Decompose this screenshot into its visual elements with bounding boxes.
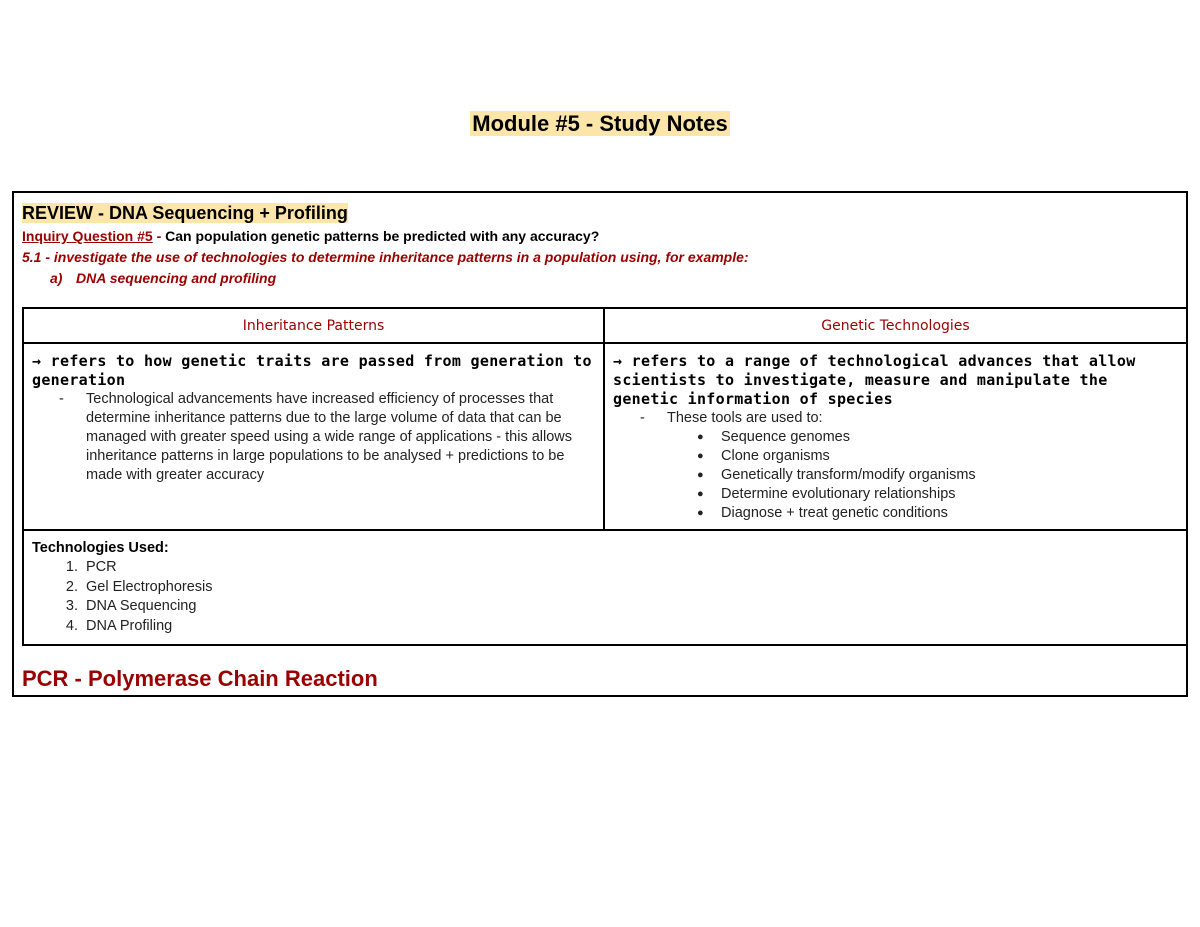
technology-name: Gel Electrophoresis [86, 578, 213, 595]
table-header-row [23, 308, 1187, 343]
inheritance-patterns-cell [23, 343, 604, 530]
bullet-icon: ● [697, 431, 704, 443]
dash-marker: - [59, 391, 64, 407]
syllabus-sub-point [50, 269, 276, 287]
list-item [613, 428, 1178, 447]
notes-table [22, 307, 1188, 646]
header-genetic-technologies: Genetic Technologies [604, 308, 1187, 343]
page-title-text: Module #5 - Study Notes [472, 111, 728, 136]
list-item [32, 617, 1178, 637]
technologies-definition: → refers to a range of technological advances that allow scientists to investigate, measure and manipulate the genetic information of species [613, 352, 1136, 408]
list-number: 1. [65, 559, 78, 575]
list-number: 3. [65, 598, 78, 614]
pcr-heading: PCR - Polymerase Chain Reaction [22, 666, 378, 691]
inheritance-point: Technological advancements have increased efficiency of processes that determine inheritance patterns due to the large volume of data that can be managed with greater speed using a wide range of applications - this allows inheritance patterns in large populations to be analysed + predictions to be made with greater accuracy [86, 391, 573, 483]
list-item [613, 409, 1178, 428]
bullet-icon: ● [697, 507, 704, 519]
list-number: 4. [65, 617, 78, 634]
inquiry-question-text: Can population genetic patterns be predicted with any accuracy? [165, 228, 600, 244]
inquiry-separator: - [152, 228, 166, 244]
bullet-icon: ● [697, 469, 704, 481]
genetic-technologies-cell [604, 343, 1187, 530]
syllabus-sub-letter: a) [50, 270, 63, 286]
technologies-used-cell [23, 530, 1187, 645]
technology-name: PCR [86, 559, 117, 575]
technology-name: DNA Profiling [86, 617, 173, 634]
bullet-icon: ● [697, 450, 704, 462]
syllabus-point: 5.1 - investigate the use of technologies to determine inheritance patterns in a population using, for example: [22, 249, 749, 265]
list-number: 2. [65, 578, 78, 595]
list-item [32, 558, 1178, 578]
table-body-row [23, 343, 1187, 530]
list-item [32, 578, 1178, 598]
inquiry-question-link[interactable]: Inquiry Question #5 [22, 228, 153, 244]
bullet-text: Determine evolutionary relationships [721, 486, 956, 502]
page-title [0, 110, 1200, 138]
inheritance-definition: → refers to how genetic traits are passed from generation to generation [32, 352, 592, 389]
technologies-row [23, 530, 1187, 645]
list-item [32, 597, 1178, 617]
dash-marker: - [640, 410, 645, 426]
list-item [613, 485, 1178, 504]
bullet-icon: ● [697, 488, 704, 500]
list-item [613, 447, 1178, 466]
review-heading-text: REVIEW - DNA Sequencing + Profiling [22, 203, 348, 223]
technologies-used-title: Technologies Used: [32, 540, 169, 556]
inquiry-question [22, 227, 599, 245]
bullet-text: Diagnose + treat genetic conditions [721, 505, 948, 521]
review-section [12, 191, 1188, 697]
bullet-text: Sequence genomes [721, 429, 850, 445]
list-item [613, 466, 1178, 485]
header-inheritance-patterns: Inheritance Patterns [23, 308, 604, 343]
technologies-point: These tools are used to: [667, 410, 823, 426]
technology-name: DNA Sequencing [86, 598, 197, 614]
list-item [613, 504, 1178, 523]
bullet-text: Clone organisms [721, 448, 830, 464]
list-item [32, 390, 595, 485]
bullet-text: Genetically transform/modify organisms [721, 467, 976, 483]
review-heading [22, 202, 348, 224]
syllabus-sub-text: DNA sequencing and profiling [76, 270, 277, 286]
